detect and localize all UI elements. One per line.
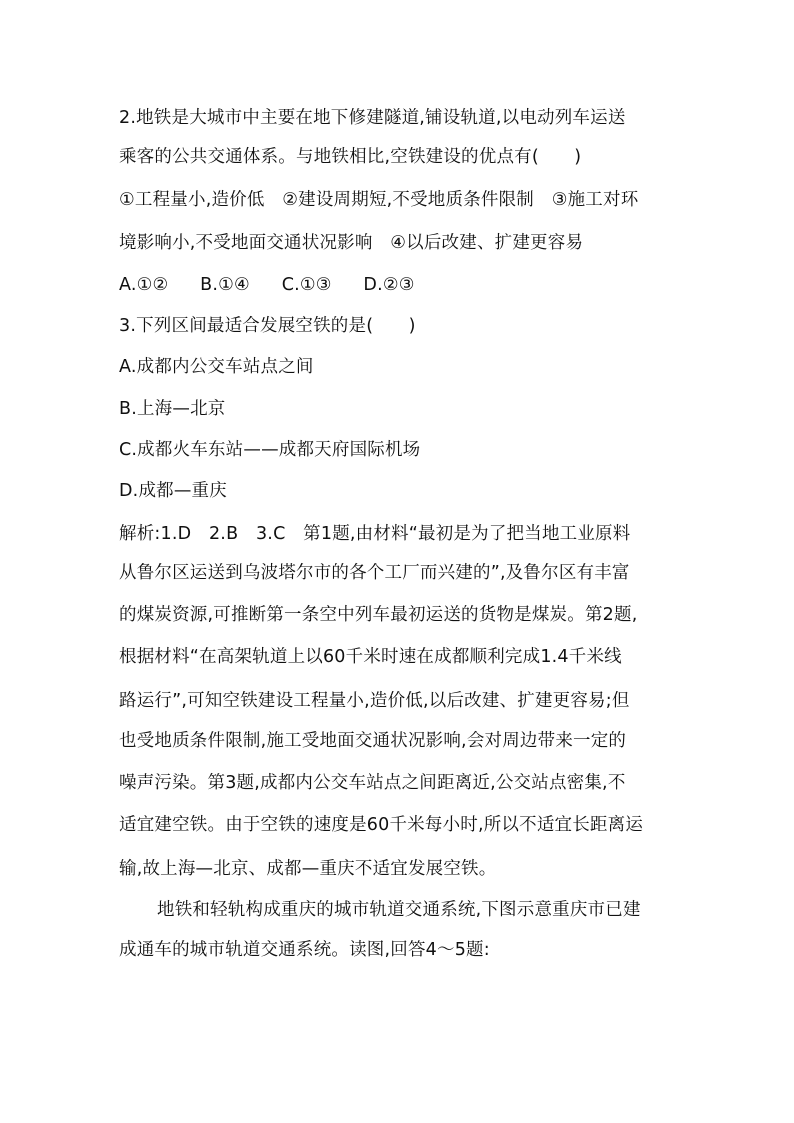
q3-option-a: A.成都内公交车站点之间 [119,357,314,377]
q2-statements-line-1: ①工程量小,造价低 ②建设周期短,不受地质条件限制 ③施工对环 [119,190,639,210]
q3-option-d: D.成都—重庆 [119,481,227,501]
analysis-line-9: 输,故上海—北京、成都—重庆不适宜发展空铁。 [119,859,497,879]
q3-stem: 3.下列区间最适合发展空铁的是( ) [119,316,416,336]
intro-line-2: 成通车的城市轨道交通系统。读图,回答4～5题: [119,940,490,960]
q2-statements-line-2: 境影响小,不受地面交通状况影响 ④以后改建、扩建更容易 [119,233,584,253]
q2-option-c: C.①③ [281,275,332,295]
analysis-line-6: 也受地质条件限制,施工受地面交通状况影响,会对周边带来一定的 [119,731,627,751]
q2-options [119,273,689,297]
analysis-line-1: 解析:1.D 2.B 3.C 第1题,由材料“最初是为了把当地工业原料 [119,524,631,544]
analysis-line-2: 从鲁尔区运送到乌波塔尔市的各个工厂而兴建的”,及鲁尔区有丰富 [119,563,630,583]
analysis-line-3: 的煤炭资源,可推断第一条空中列车最初运送的货物是煤炭。第2题, [119,605,638,625]
analysis-line-7: 噪声污染。第3题,成都内公交车站点之间距离近,公交站点密集,不 [119,773,626,793]
q2-stem-line-1: 2.地铁是大城市中主要在地下修建隧道,铺设轨道,以电动列车运送 [119,108,626,128]
intro-line-1: 地铁和轻轨构成重庆的城市轨道交通系统,下图示意重庆市已建 [157,900,641,920]
q2-option-a: A.①② [119,275,169,295]
analysis-line-8: 适宜建空铁。由于空铁的速度是60千米每小时,所以不适宜长距离运 [119,815,644,835]
q2-option-d: D.②③ [363,275,415,295]
q3-option-b: B.上海—北京 [119,399,226,419]
analysis-line-5: 路运行”,可知空铁建设工程量小,造价低,以后改建、扩建更容易;但 [119,691,630,711]
q3-option-c: C.成都火车东站——成都天府国际机场 [119,440,421,460]
q2-option-b: B.①④ [200,275,250,295]
q2-stem-line-2: 乘客的公共交通体系。与地铁相比,空铁建设的优点有( ) [119,147,582,167]
analysis-line-4: 根据材料“在高架轨道上以60千米时速在成都顺利完成1.4千米线 [119,647,622,667]
